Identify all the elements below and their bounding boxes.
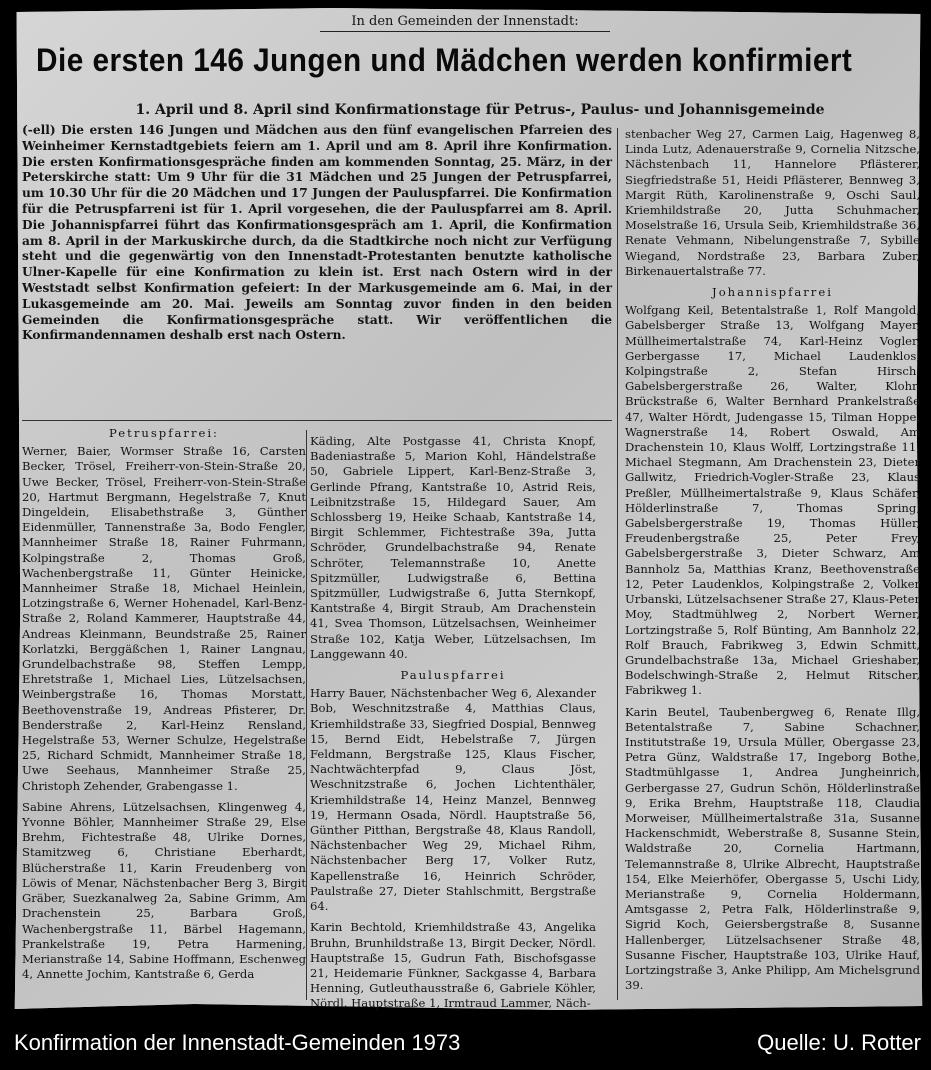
name-list-girls-continued: Käding, Alte Postgasse 41, Christa Knopf, Badeniastraße 5, Marion Kohl, Händelstraße 50, Gabriele Lippert, Karl-Benz-Straße 3, Gerlinde Pfrang, Kantstraße 10, Astrid Reis, Leibnitzstraße 15, Hildegard Sauer, Am Schlossberg 19, Heike Schaab, Kantstraße 14, Birgit Schlemmer, Fichtestraße 39a, Jutta Schröder, Grundelbachstraße 94, Renate Schröter, Telemannstraße 10, Anette Spitzmüller, Ludwigstraße 6, Bettina Spitzmüller, Ludwigstraße 6, Jutta Sternkopf, Kantstraße 4, Birgit Straub, Am Drachenstein 41, Svea Thomson, Lützelsachsen, Weinheimer Straße 102, Katja Weber, Lützelsachsen, Im Langgewann 40. (310, 434, 596, 661)
section-heading-petruspfarrei: Petruspfarrei: (109, 426, 219, 440)
caption-source: Quelle: U. Rotter (757, 1030, 921, 1055)
name-list-girls: Karin Bechtold, Kriemhildstraße 43, Angelika Bruhn, Brunhildstraße 13, Birgit Decker, Nördl. Hauptstraße 15, Gudrun Fath, Bischofsgasse 21, Heidemarie Fünkner, Sackgasse 4, Barbara Henning, Gutleuthausstraße 6, Gabriele Köhler, Nördl. Hauptstraße 1, Irmtraud Lammer, Näch- (310, 920, 596, 1011)
name-list-boys: Wolfgang Keil, Betentalstraße 1, Rolf Mangold, Gabelsberger Straße 13, Wolfgang Mayer, Müllheimertalstraße 74, Karl-Heinz Vogler, Gerbergasse 17, Michael Laudenklos, Kolpingstraße 2, Stefan Hirsch, Gabelsbergerstraße 26, Walter, Klohr, Brückstraße 6, Walter Bernhard Prankelstraße 47, Walter Hördt, Judengasse 15, Tilman Hoppe, Wagnerstraße 14, Robert Oswald, Am Drachenstein 10, Klaus Wolff, Lortzingstraße 11, Michael Stegmann, Am Drachenstein 23, Dieter Gallwitz, Friedrich-Vogler-Straße 23, Klaus Preßler, Müllheimertalstraße 9, Klaus Schäfer, Hölderlinstraße 7, Thomas Spring, Gabelsbergerstraße 19, Thomas Hüller, Freudenbergstraße 25, Peter Frey, Gabelsbergerstraße 3, Dieter Schwarz, Am Bannholz 5a, Matthias Kranz, Beethovenstraße 12, Peter Laudenklos, Kolpingstraße 2, Volker Urbanski, Lützelsachsener Straße 27, Klaus-Peter Moy, Stadtmühlweg 2, Norbert Werner, Lortzingstraße 5, Rolf Bünting, Am Bannholz 22, Rolf Brauch, Fabrikweg 3, Edwin Schmitt, Grundelbachstraße 13a, Michael Grieshaber, Bodelschwingh-Straße 2, Helmut Ritscher, Fabrikweg 1. (625, 303, 920, 698)
section-heading-pauluspfarrei: Pauluspfarrei (400, 668, 506, 683)
name-list-girls-continued: stenbacher Weg 27, Carmen Laig, Hagenweg 8, Linda Lutz, Adenauerstraße 9, Cornelia Nitzsche, Nächstenbach 11, Hannelore Pflästerer, Siegfriedstraße 51, Heidi Pflästerer, Bennweg 3, Margit Rüth, Karolinenstraße 9, Oschi Saul, Kriemhildstraße 20, Jutta Schuhmacher, Moselstraße 16, Ursula Seib, Kriemhildstraße 36, Renate Vehmann, Nibelungenstraße 7, Sybille Wiegand, Nordstraße 23, Barbara Zuber, Birkenauertalstraße 77. (625, 127, 920, 278)
column-divider-horizontal (22, 420, 612, 421)
section-heading-johannispfarrei: Johannispfarrei (712, 285, 833, 300)
name-list-girls: Karin Beutel, Taubenbergweg 6, Renate Illg, Betentalstraße 7, Sabine Schachner, Institutstraße 19, Ursula Müller, Obergasse 23, Petra Günz, Waldstraße 17, Ingeborg Bothe, Stadtmühlgasse 1, Andrea Jungheinrich, Gerbergasse 27, Gudrun Schön, Hölderlinstraße 9, Erika Brehm, Hauptstraße 118, Claudia Morweiser, Müllheimertalstraße 31a, Susanne Hackenschmidt, Weberstraße 8, Susanne Stein, Waldstraße 20, Cornelia Hartmann, Telemannstraße 8, Ulrike Albrecht, Hauptstraße 154, Elke Meierhöfer, Obergasse 5, Uschi Lidy, Merianstraße 9, Cornelia Holdermann, Amtsgasse 2, Petra Falk, Hölderlinstraße 9, Sigrid Koch, Geiersbergstraße 8, Susanne Hallenberger, Lützelsachsener Straße 48, Susanne Fischer, Hauptstraße 103, Ulrike Hauf, Lortzingstraße 3, Anke Philipp, Am Michelsgrund 39. (625, 704, 920, 993)
name-list-boys: Werner, Baier, Wormser Straße 16, Carsten Becker, Trösel, Freiherr-von-Stein-Straße 20, Uwe Becker, Trösel, Freiherr-von-Stein-Straße 20, Hartmut Bergmann, Hegelstraße 7, Knut Dingeldein, Elisabethstraße 3, Günther Eidenmüller, Tannenstraße 3a, Bodo Fengler, Mannheimer Straße 18, Rainer Fuhrmann, Kolpingstraße 2, Thomas Groß, Wachenbergstraße 11, Günter Heinicke, Mannheimer Straße 18, Michael Heinlein, Lotzingstraße 6, Werner Hohenadel, Karl-Benz-Straße 2, Roland Kammerer, Hauptstraße 44, Andreas Kleinmann, Beundstraße 25, Rainer Korlatzki, Berggäßchen 1, Rainer Langnau, Grundelbachstraße 98, Steffen Lempp, Ehretstraße 1, Michael Lies, Lützelsachsen, Weinbergstraße 16, Thomas Morstatt, Beethovenstraße 19, Andreas Pfisterer, Dr. Benderstraße 2, Karl-Heinz Rensland, Hegelstraße 53, Werner Schulze, Hegelstraße 25, Richard Schmidt, Mannheimer Straße 18, Uwe Seehaus, Mannheimer Straße 25, Christoph Zehender, Grabengasse 1. (22, 444, 306, 793)
name-list-boys: Harry Bauer, Nächstenbacher Weg 6, Alexander Bob, Weschnitzstraße 4, Matthias Claus, Kriemhildstraße 33, Siegfried Dospial, Bennweg 15, Bernd Eidt, Hebelstraße 7, Jürgen Feldmann, Bergstraße 125, Klaus Fischer, Nachtwächterpfad 9, Claus Jöst, Weschnitzstraße 6, Jochen Lichtenthäler, Kriemhildstraße 14, Heinz Manzel, Bennweg 19, Hermann Osada, Nördl. Hauptstraße 56, Günther Pitthan, Bergstraße 48, Klaus Randoll, Nächstenbacher Weg 29, Michael Rihm, Nächstenbacher Berg 17, Volker Rutz, Kapellenstraße 16, Heinrich Schröder, Paulstraße 27, Dieter Stahlschmitt, Bergstraße 64. (310, 686, 596, 914)
article-lead: (-ell) Die ersten 146 Jungen und Mädchen aus den fünf evangelischen Pfarreien des Weinheimer Kernstadtgebiets feiern am 1. April und am 8. April ihre Konfirmation. Die ersten Konfirmationsgespräche finden am kommenden Sonntag, 25. März, in der Peterskirche statt: Um 9 Uhr für die 31 Mädchen und 25 Jungen der Petruspfarrei, um 10.30 Uhr für die 20 Mädchen und 17 Jungen der Pauluspfarrei. Die Konfirmation für die Petruspfarreni ist für 1. April vorgesehen, die der Pauluspfarrei am 8. April. Die Johannispfarrei führt das Konfirmationsgespräch am 1. April, die Konfirmation am 8. April in der Markuskirche durch, da die Stadtkirche noch nicht zur Verfügung steht und die gegenwärtig von den Innenstadt-Protestanten benutzte katholische Ulner-Kapelle für eine Konfirmation zu klein ist. Erst nach Ostern wird in der Weststadt selbst Konfirmation gefeiert: In der Markusgemeinde am 6. Mai, in der Lukasgemeinde am 20. Mai. Jeweils am Sonntag zuvor finden in den beiden Gemeinden die Konfirmationsgespräche statt. Wir veröffentlichen die Konfirmandennamen deshalb erst nach Ostern. (22, 123, 612, 343)
column-divider-1 (306, 430, 307, 1000)
article-kicker: In den Gemeinden der Innenstadt: (320, 14, 610, 32)
name-list-girls: Sabine Ahrens, Lützelsachsen, Klingenweg 4, Yvonne Böhler, Mannheimer Straße 29, Else Brehm, Fichtestraße 48, Ulrike Dornes, Stamitzweg 6, Christiane Eberhardt, Blücherstraße 11, Karin Freudenberg von Löwis of Menar, Nächstenbacher Berg 3, Birgit Gräber, Suezkanalweg 2a, Sabine Grimm, Am Drachenstein 25, Barbara Groß, Wachenbergstraße 11, Bärbel Hagemann, Prankelstraße 19, Petra Harmening, Merianstraße 14, Sabine Hoffmann, Eschenweg 4, Annette Jochim, Kantstraße 6, Gerda (22, 799, 306, 982)
column-petruspfarrei (22, 424, 306, 999)
article-headline: Die ersten 146 Jungen und Mädchen werden konfirmiert (36, 42, 853, 78)
column-divider-2 (617, 128, 618, 1000)
caption-bar (0, 1018, 931, 1070)
article-subhead: 1. April und 8. April sind Konfirmationstage für Petrus-, Paulus- und Johannisgemeinde (135, 102, 825, 118)
caption-title: Konfirmation der Innenstadt-Gemeinden 1973 (14, 1030, 461, 1055)
column-middle (310, 434, 596, 1011)
column-right (625, 127, 920, 999)
